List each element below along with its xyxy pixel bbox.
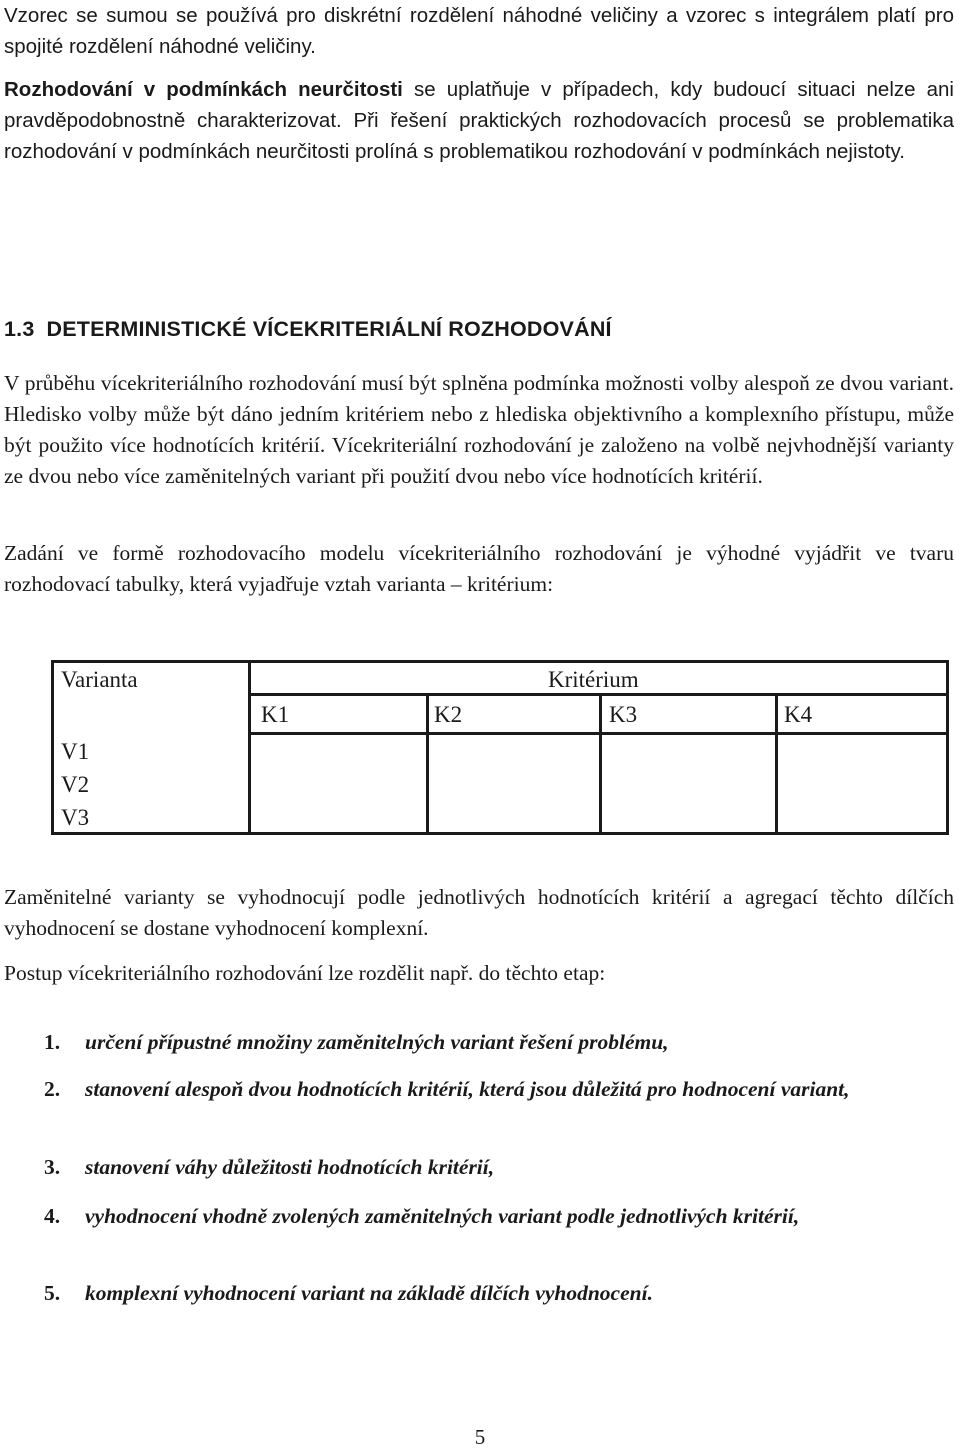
paragraph-decision-model: Zadání ve formě rozhodovacího modelu vícekriteriálního rozhodování je výhodné vyjádřit ve tvaru rozhodovací tabulky, která vyjadřuje vztah varianta – kritérium: <box>4 541 954 596</box>
paragraph-uncertainty <box>4 74 954 167</box>
header-variant: Varianta <box>61 667 138 692</box>
table-divider <box>426 693 429 832</box>
step-text: stanovení váhy důležitosti hodnotících kritérií, <box>85 1155 495 1179</box>
criterion-k1: K1 <box>261 702 290 727</box>
list-item <box>44 1201 954 1232</box>
variant-v3: V3 <box>61 805 90 830</box>
term-uncertainty: Rozhodování v podmínkách neurčitosti <box>4 78 403 101</box>
step-number: 1. <box>44 1030 61 1054</box>
variant-v2: V2 <box>61 772 90 797</box>
table-divider <box>599 693 602 832</box>
step-text: komplexní vyhodnocení variant na základě dílčích vyhodnocení. <box>85 1281 653 1305</box>
step-number: 4. <box>44 1204 61 1228</box>
header-criterion: Kritérium <box>548 667 639 692</box>
variant-v1: V1 <box>61 739 90 764</box>
paragraph-multicriteria: V průběhu vícekriteriálního rozhodování musí být splněna podmínka možnosti volby alespoň ze dvou variant. Hledisko volby může být dáno jedním kritériem nebo z hlediska objektivního a komplexního přístupu, může být použito více hodnotících kritérií. Vícekriteriální rozhodování je založeno na volbě nejvhodnější varianty ze dvou nebo více zaměnitelných variant při použití dvou nebo více hodnotících kritérií. <box>4 371 954 488</box>
paragraph-formula-note: Vzorec se sumou se používá pro diskrétní rozdělení náhodné veličiny a vzorec s integrálem platí pro spojité rozdělení náhodné veličiny. <box>4 4 954 58</box>
table-divider <box>248 663 251 832</box>
list-item <box>44 1027 954 1058</box>
list-item <box>44 1278 954 1309</box>
decision-table <box>51 660 949 835</box>
section-number: 1.3 <box>4 317 35 341</box>
criterion-k3: K3 <box>609 702 638 727</box>
section-title: DETERMINISTICKÉ VÍCEKRITERIÁLNÍ ROZHODOVÁNÍ <box>46 317 612 341</box>
table-divider <box>775 693 778 832</box>
list-item <box>44 1152 954 1183</box>
page-number: 5 <box>474 1425 486 1449</box>
step-number: 3. <box>44 1155 61 1179</box>
list-item <box>44 1074 954 1105</box>
criterion-k4: K4 <box>784 702 813 727</box>
step-number: 2. <box>44 1077 61 1101</box>
step-text: určení přípustné množiny zaměnitelných variant řešení problému, <box>85 1030 669 1054</box>
paragraph-procedure: Postup vícekriteriálního rozhodování lze rozdělit např. do těchto etap: <box>4 961 606 985</box>
step-text: stanovení alespoň dvou hodnotících kritérií, která jsou důležitá pro hodnocení variant, <box>85 1077 850 1101</box>
paragraph-uncertainty-text: se uplatňuje v případech, kdy budoucí situaci nelze ani pravděpodobnostně charakterizovat. Při řešení praktických rozhodovacích procesů se problematika rozhodování v podmínkách neurčitosti prolíná s problematikou rozhodování v podmínkách nejistoty. <box>4 78 954 163</box>
paragraph-evaluation: Zaměnitelné varianty se vyhodnocují podle jednotlivých hodnotících kritérií a agregací těchto dílčích vyhodnocení se dostane vyhodnocení komplexní. <box>4 885 954 940</box>
table-divider <box>248 732 946 735</box>
criterion-k2: K2 <box>434 702 463 727</box>
step-number: 5. <box>44 1281 61 1305</box>
step-text: vyhodnocení vhodně zvolených zaměnitelných variant podle jednotlivých kritérií, <box>85 1204 800 1228</box>
section-heading <box>4 317 612 342</box>
